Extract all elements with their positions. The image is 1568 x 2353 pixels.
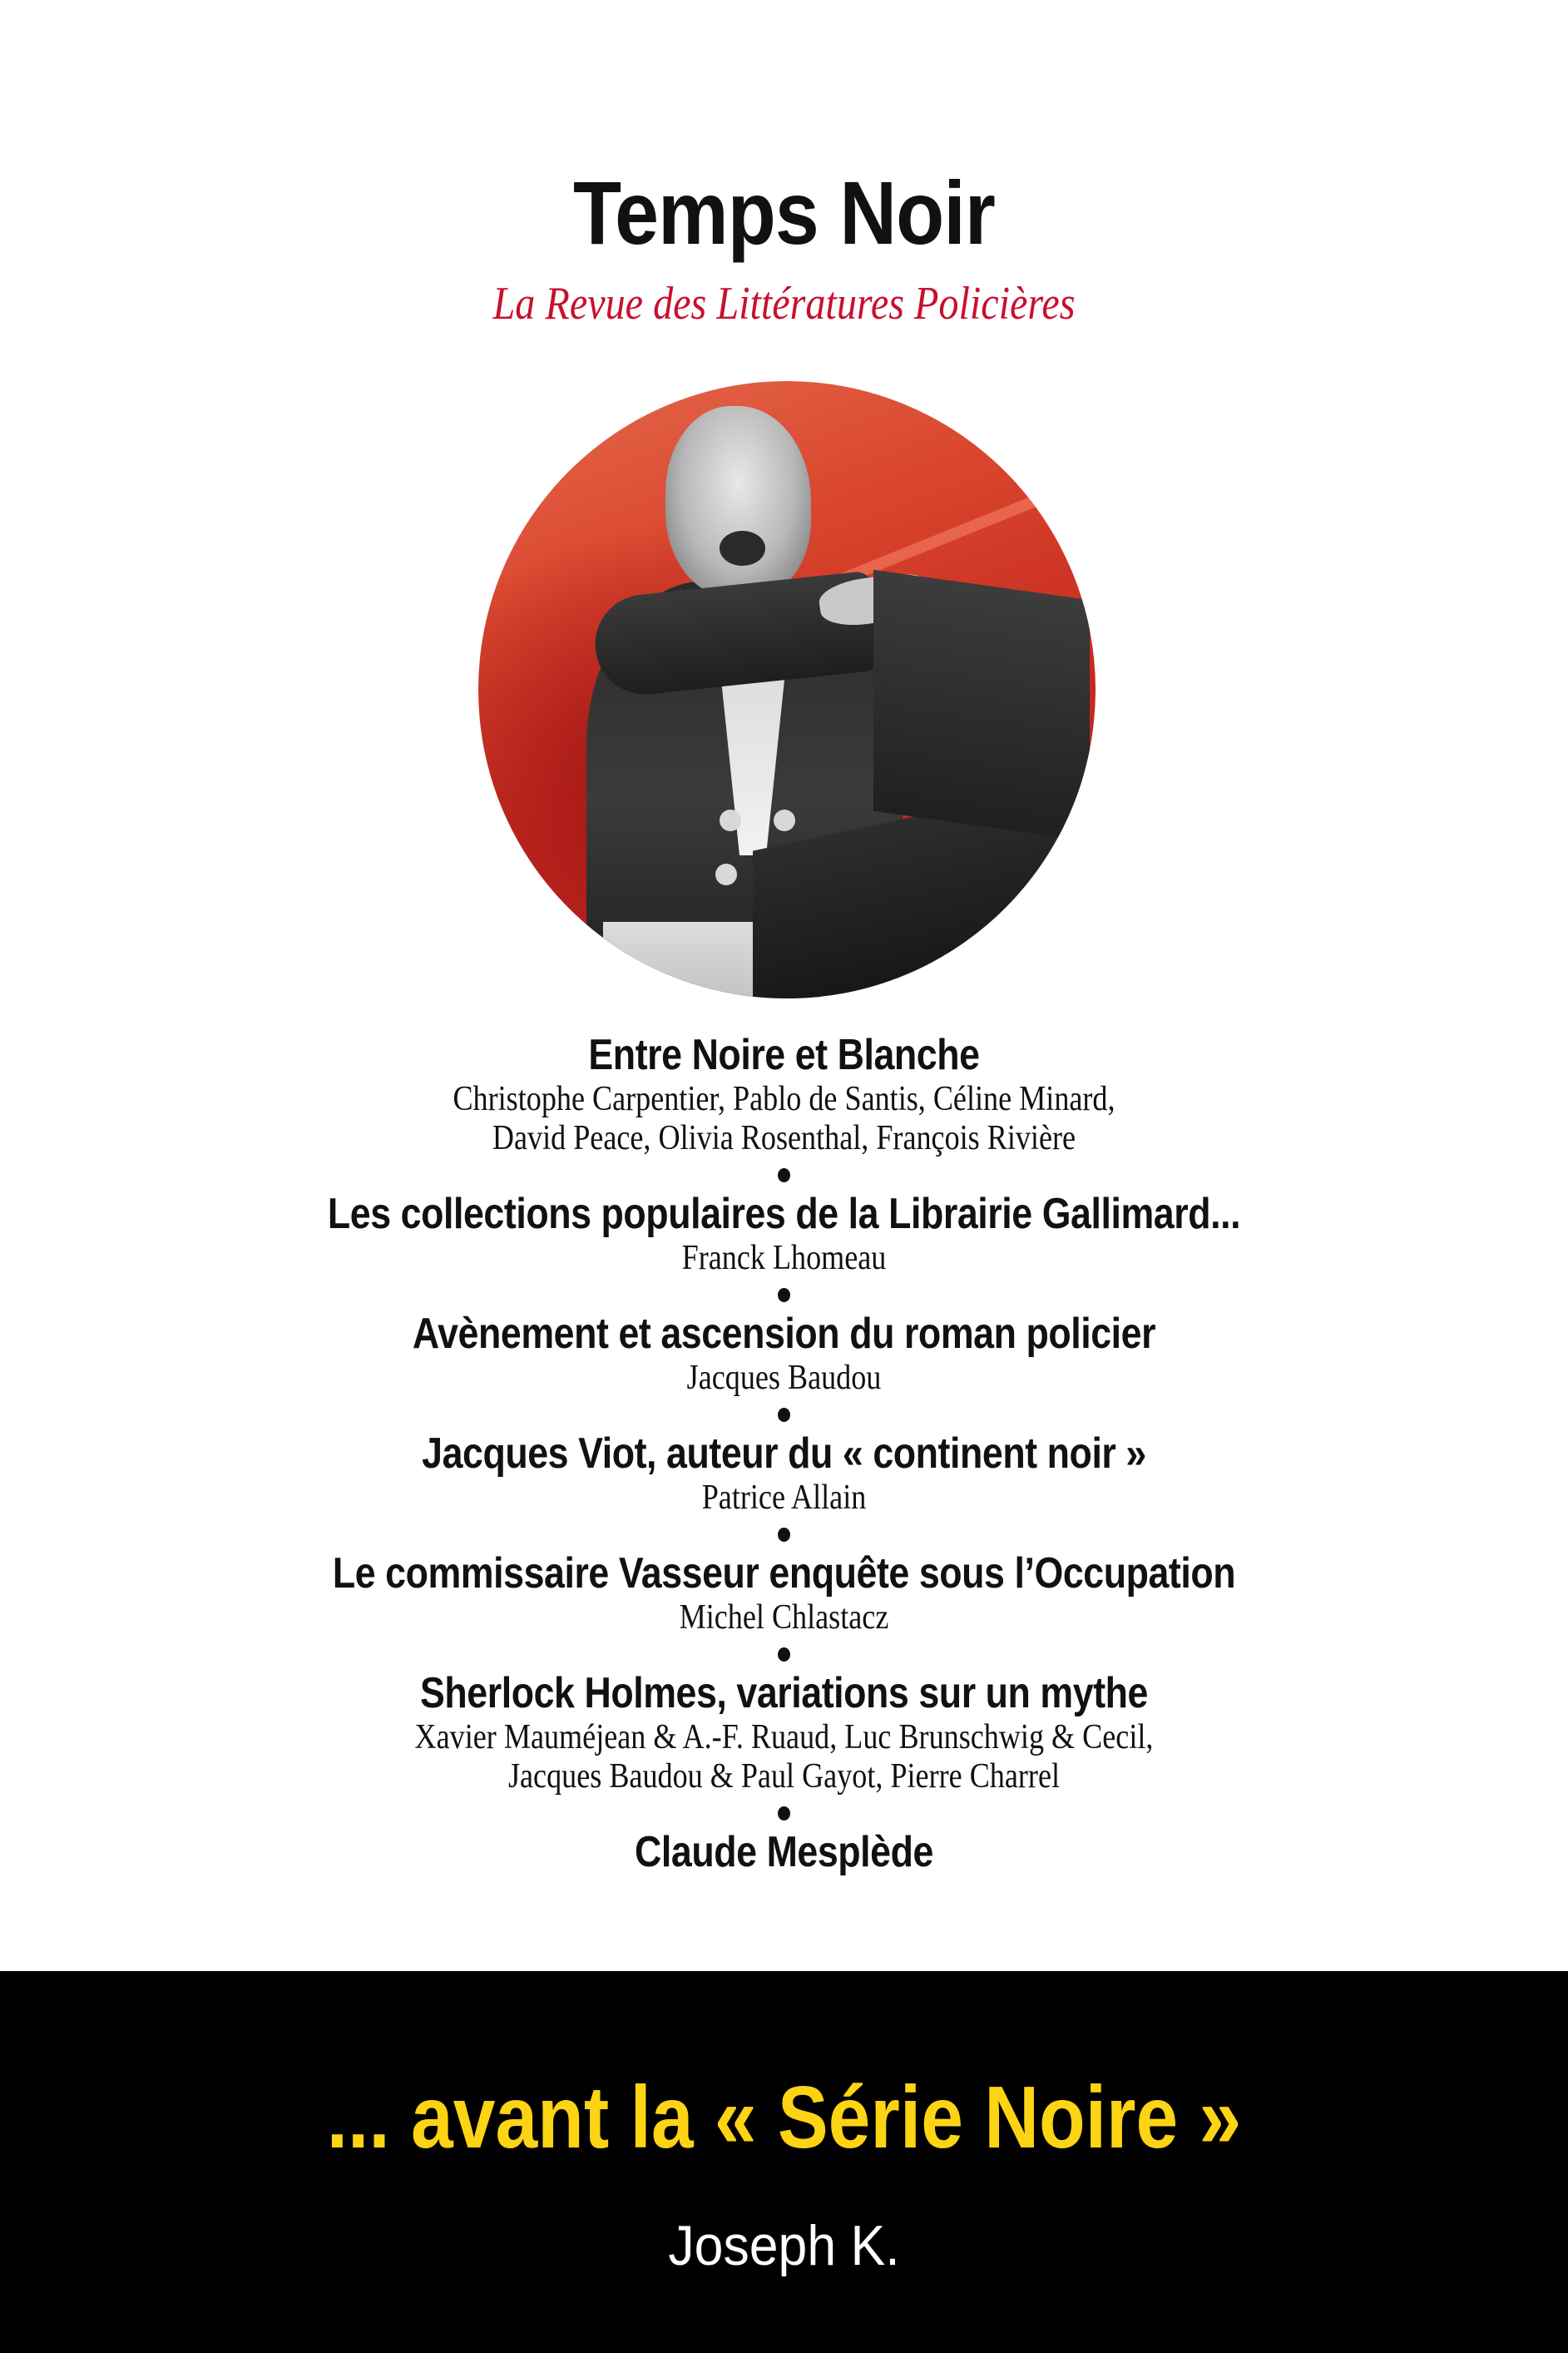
toc-authors: David Peace, Olivia Rosenthal, François Rivière: [492, 1119, 1076, 1157]
bullet-separator-icon: [778, 1408, 790, 1422]
jacket-button-icon: [720, 810, 741, 831]
toc-headline: Claude Mesplède: [635, 1828, 933, 1876]
toc-entry: [0, 1668, 1568, 1796]
toc-entry: [0, 1548, 1568, 1637]
jacket-button-icon: [774, 810, 795, 831]
cover-photo-icon: [478, 381, 1096, 998]
bullet-separator-icon: [778, 1647, 790, 1662]
toc-authors: Christophe Carpentier, Pablo de Santis, Céline Minard,: [453, 1080, 1115, 1118]
toc-headline: Le commissaire Vasseur enquête sous l’Occupation: [332, 1549, 1236, 1598]
toc-headline: Jacques Viot, auteur du « continent noir »: [422, 1429, 1146, 1478]
banner-author: Joseph K.: [668, 2214, 900, 2277]
figure-head: [665, 406, 811, 597]
toc-entry: [0, 1429, 1568, 1518]
toc-headline: Sherlock Holmes, variations sur un mythe: [420, 1669, 1148, 1717]
toc-authors: Michel Chlastacz: [679, 1598, 889, 1637]
toc-authors: Franck Lhomeau: [681, 1239, 887, 1277]
toc-authors: Jacques Baudou & Paul Gayot, Pierre Charrel: [507, 1757, 1061, 1796]
table-of-contents: [0, 1030, 1568, 1877]
toc-headline: Avènement et ascension du roman policier: [412, 1310, 1156, 1358]
box-lid: [873, 570, 1090, 842]
magazine-title: Temps Noir: [573, 162, 995, 263]
bullet-separator-icon: [778, 1288, 790, 1302]
toc-authors: Jacques Baudou: [686, 1359, 882, 1397]
toc-authors: Patrice Allain: [701, 1479, 867, 1517]
jacket-button-icon: [715, 864, 737, 885]
toc-entry: [0, 1827, 1568, 1877]
bullet-separator-icon: [778, 1806, 790, 1820]
bullet-separator-icon: [778, 1528, 790, 1542]
magazine-subtitle: La Revue des Littératures Policières: [492, 278, 1076, 329]
banner-title: ... avant la « Série Noire »: [326, 2068, 1242, 2167]
bullet-separator-icon: [778, 1168, 790, 1182]
toc-entry: [0, 1189, 1568, 1278]
toc-entry: [0, 1030, 1568, 1158]
bottom-banner: [0, 1971, 1568, 2353]
figure-mouth: [720, 531, 765, 566]
toc-authors: Xavier Mauméjean & A.-F. Ruaud, Luc Brunschwig & Cecil,: [414, 1718, 1154, 1756]
toc-headline: Entre Noire et Blanche: [588, 1031, 980, 1079]
toc-headline: Les collections populaires de la Librairie Gallimard...: [327, 1190, 1241, 1238]
toc-entry: [0, 1309, 1568, 1398]
